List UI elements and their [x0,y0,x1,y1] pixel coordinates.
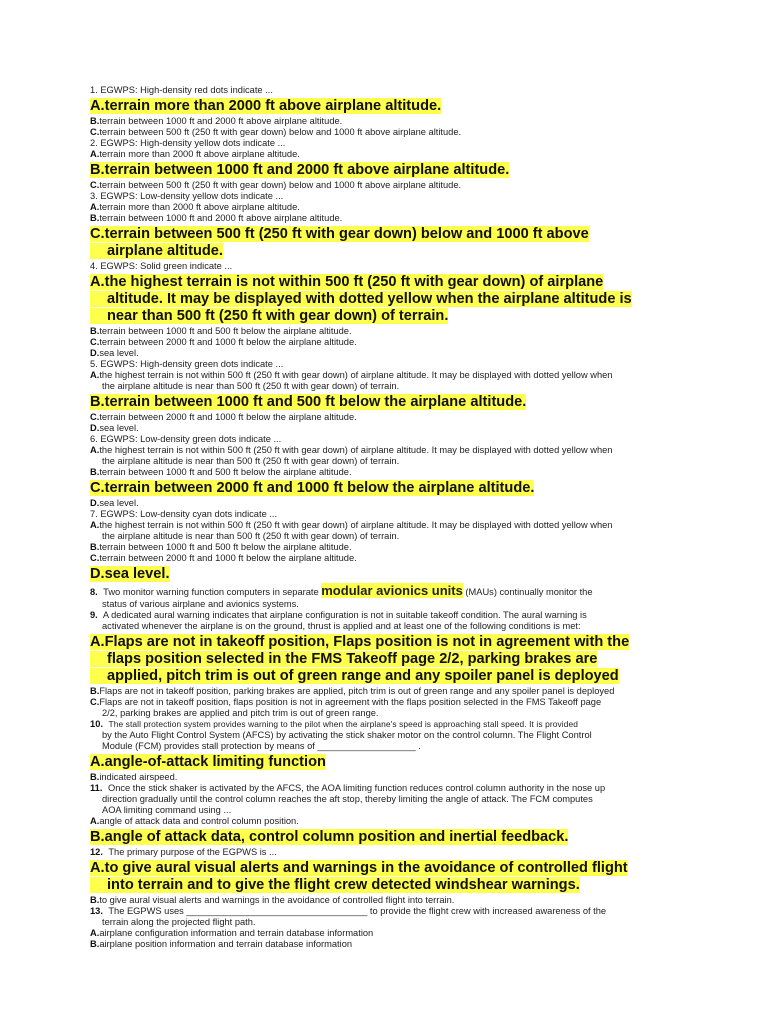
option-text: sea level. [99,498,139,508]
option-letter: B. [90,939,100,949]
answer-text: near than 500 ft (250 ft with gear down) of terrain. [90,308,448,324]
answer-highlighted [90,226,680,260]
answer-text: A.terrain more than 2000 ft above airplane altitude. [90,98,442,114]
quiz-document [90,85,680,950]
option-letter: B. [90,542,100,552]
option-text: terrain between 1000 ft and 500 ft below the airplane altitude. [99,542,352,552]
question-text: (MAUs) continually monitor the [462,587,593,597]
option-text: to give aural visual alerts and warnings in the avoidance of controlled flight into terrain. [99,895,455,905]
option-letter: B. [90,686,100,696]
option-letter: B. [90,213,100,223]
option-letter: A. [90,520,100,530]
highlighted-term: modular avionics units [321,583,463,598]
answer-text: flaps position selected in the FMS Takeoff page 2/2, parking brakes are [90,651,597,667]
option [90,697,680,708]
option [90,180,680,191]
option-letter: C. [90,180,100,190]
option-text: sea level. [99,348,139,358]
answer-text: into terrain and to give the flight crew detected windshear warnings. [90,877,580,893]
option-text: airplane configuration information and terrain database information [99,928,374,938]
question-text: EGWPS: High-density green dots indicate ... [97,359,284,369]
question-text: The stall protection system provides warning to the pilot when the airplane's speed is approaching stall speed. It is provided [106,719,579,729]
question-number: 10. [90,719,104,729]
option-text: airplane position information and terrain database information [99,939,353,949]
question-text: EGWPS: Solid green indicate ... [97,261,233,271]
question-continuation: activated whenever the airplane is on the ground, thrust is applied and at least one of the following conditions is met: [102,621,581,631]
option-text: terrain between 500 ft (250 ft with gear down) below and 1000 ft above airplane altitude. [99,127,462,137]
question-number: 12. [90,847,103,857]
answer-text: B.terrain between 1000 ft and 500 ft below the airplane altitude. [90,394,527,410]
option-continuation: the airplane altitude is near than 500 ft (250 ft with gear down) of terrain. [102,381,400,391]
option-letter: A. [90,928,100,938]
question-text: The EGPWS uses ___________________________________ to provide the flight crew with increased awareness of the [105,906,607,916]
option-continuation: 2/2, parking brakes are applied and pitch trim is out of green range. [102,708,379,718]
answer-text: C.terrain between 500 ft (250 ft with gear down) below and 1000 ft above [90,226,589,242]
option-text: terrain between 2000 ft and 1000 ft below the airplane altitude. [99,337,357,347]
option-letter: B. [90,772,100,782]
option-letter: A. [90,816,100,826]
answer-highlighted [90,829,680,846]
answer-highlighted [90,394,680,411]
option [90,337,680,348]
option-continuation: the airplane altitude is near than 500 ft (250 ft with gear down) of terrain. [102,456,400,466]
question-2 [90,138,680,149]
option [90,542,680,553]
question-5 [90,359,680,370]
option-letter: C. [90,127,100,137]
option-text: terrain between 2000 ft and 1000 ft below the airplane altitude. [99,553,357,563]
option [90,553,680,564]
option [90,498,680,509]
question-number: 11. [90,783,103,793]
option-letter: C. [90,697,100,707]
question-text: Once the stick shaker is activated by the AFCS, the AOA limiting function reduces control column authority in the nose up [105,783,606,793]
question-number: 13. [90,906,103,916]
question-number: 3. [90,191,98,201]
option [90,326,680,337]
option [90,686,680,697]
option-letter: D. [90,348,100,358]
question-7 [90,509,680,520]
option-letter: A. [90,149,100,159]
option-text: the highest terrain is not within 500 ft (250 ft with gear down) of airplane altitude. It may be displayed with dotted yellow when [99,445,613,455]
option [90,423,680,434]
option-letter: A. [90,202,100,212]
option-letter: A. [90,370,100,380]
question-text: A dedicated aural warning indicates that airplane configuration is not in suitable takeoff condition. The aural warning is [100,610,587,620]
option-letter: B. [90,467,100,477]
answer-highlighted [90,754,680,771]
option [90,149,680,160]
option-text: terrain more than 2000 ft above airplane altitude. [99,202,300,212]
answer-highlighted [90,860,680,894]
question-number: 2. [90,138,98,148]
question-text: EGWPS: High-density red dots indicate ... [97,85,273,95]
question-number: 1. [90,85,98,95]
question-continuation: Module (FCM) provides stall protection by means of ___________________ . [102,741,421,751]
option-text: Flaps are not in takeoff position, parking brakes are applied, pitch trim is out of green range and any spoiler panel is deployed [99,686,615,696]
answer-text: airplane altitude. [90,243,223,259]
answer-text: A.the highest terrain is not within 500 ft (250 ft with gear down) of airplane [90,274,604,290]
answer-text: B.terrain between 1000 ft and 2000 ft above airplane altitude. [90,162,510,178]
question-number: 7. [90,509,98,519]
option-text: terrain between 500 ft (250 ft with gear down) below and 1000 ft above airplane altitude. [99,180,462,190]
answer-text: A.angle-of-attack limiting function [90,754,326,770]
question-text: The primary purpose of the EGPWS is ... [105,847,277,857]
option-text: the highest terrain is not within 500 ft (250 ft with gear down) of airplane altitude. It may be displayed with dotted yellow when [99,520,613,530]
option-continuation: the airplane altitude is near than 500 ft (250 ft with gear down) of terrain. [102,531,400,541]
answer-text: A.to give aural visual alerts and warnings in the avoidance of controlled flight [90,860,628,876]
question-11 [90,783,680,794]
question-12 [90,847,680,858]
option [90,816,680,827]
question-text: EGWPS: Low-density cyan dots indicate ... [97,509,278,519]
option-text: terrain more than 2000 ft above airplane altitude. [99,149,300,159]
question-continuation: by the Auto Flight Control System (AFCS) by activating the stick shaker motor on the control column. The Flight Control [102,730,592,740]
option-letter: C. [90,412,100,422]
question-text: Two monitor warning function computers in separate [100,587,322,597]
option [90,895,680,906]
answer-highlighted [90,566,680,583]
question-text: EGWPS: Low-density yellow dots indicate ... [97,191,284,201]
option-text: terrain between 2000 ft and 1000 ft below the airplane altitude. [99,412,357,422]
answer-text: A.Flaps are not in takeoff position, Flaps position is not in agreement with the [90,634,630,650]
option-letter: B. [90,326,100,336]
answer-highlighted [90,162,680,179]
option-text: sea level. [99,423,139,433]
question-1 [90,85,680,96]
option-letter: C. [90,337,100,347]
answer-text: C.terrain between 2000 ft and 1000 ft below the airplane altitude. [90,480,535,496]
option-letter: B. [90,116,100,126]
question-number: 6. [90,434,98,444]
option-text: angle of attack data and control column position. [99,816,299,826]
option [90,116,680,127]
option-text: terrain between 1000 ft and 2000 ft above airplane altitude. [99,213,343,223]
option-letter: B. [90,895,100,905]
option-letter: D. [90,423,100,433]
option-letter: D. [90,498,100,508]
option [90,213,680,224]
option [90,348,680,359]
answer-text: B.angle of attack data, control column position and inertial feedback. [90,829,569,845]
answer-text: D.sea level. [90,566,170,582]
question-9 [90,610,680,621]
answer-highlighted [90,274,680,325]
question-8 [90,584,680,599]
question-number: 9. [90,610,98,620]
answer-highlighted [90,98,680,115]
option [90,520,680,531]
question-10 [90,719,680,730]
option-text: terrain between 1000 ft and 500 ft below the airplane altitude. [99,326,352,336]
question-continuation: AOA limiting command using ... [102,805,232,815]
option [90,772,680,783]
answer-text: applied, pitch trim is out of green range and any spoiler panel is deployed [90,668,619,684]
question-number: 5. [90,359,98,369]
option [90,445,680,456]
answer-highlighted [90,480,680,497]
question-continuation: status of various airplane and avionics systems. [102,599,299,609]
option [90,939,680,950]
question-number: 4. [90,261,98,271]
answer-highlighted [90,634,680,685]
option-text: terrain between 1000 ft and 500 ft below the airplane altitude. [99,467,352,477]
option [90,202,680,213]
question-number: 8. [90,587,98,597]
option [90,928,680,939]
question-text: EGWPS: High-density yellow dots indicate ... [97,138,286,148]
option [90,412,680,423]
question-continuation: direction gradually until the control column reaches the aft stop, thereby limiting the angle of attack. The FCM computes [102,794,593,804]
question-3 [90,191,680,202]
question-4 [90,261,680,272]
answer-text: altitude. It may be displayed with dotted yellow when the airplane altitude is [90,291,632,307]
option [90,370,680,381]
option-text: terrain between 1000 ft and 2000 ft above airplane altitude. [99,116,343,126]
question-13 [90,906,680,917]
option-letter: C. [90,553,100,563]
option [90,467,680,478]
question-text: EGWPS: Low-density green dots indicate ... [97,434,282,444]
option-text: the highest terrain is not within 500 ft (250 ft with gear down) of airplane altitude. It may be displayed with dotted yellow when [99,370,613,380]
question-continuation: terrain along the projected flight path. [102,917,256,927]
option-letter: A. [90,445,100,455]
option-text: Flaps are not in takeoff position, flaps position is not in agreement with the flaps position selected in the FMS Takeoff page [99,697,602,707]
option [90,127,680,138]
question-6 [90,434,680,445]
option-text: indicated airspeed. [99,772,178,782]
